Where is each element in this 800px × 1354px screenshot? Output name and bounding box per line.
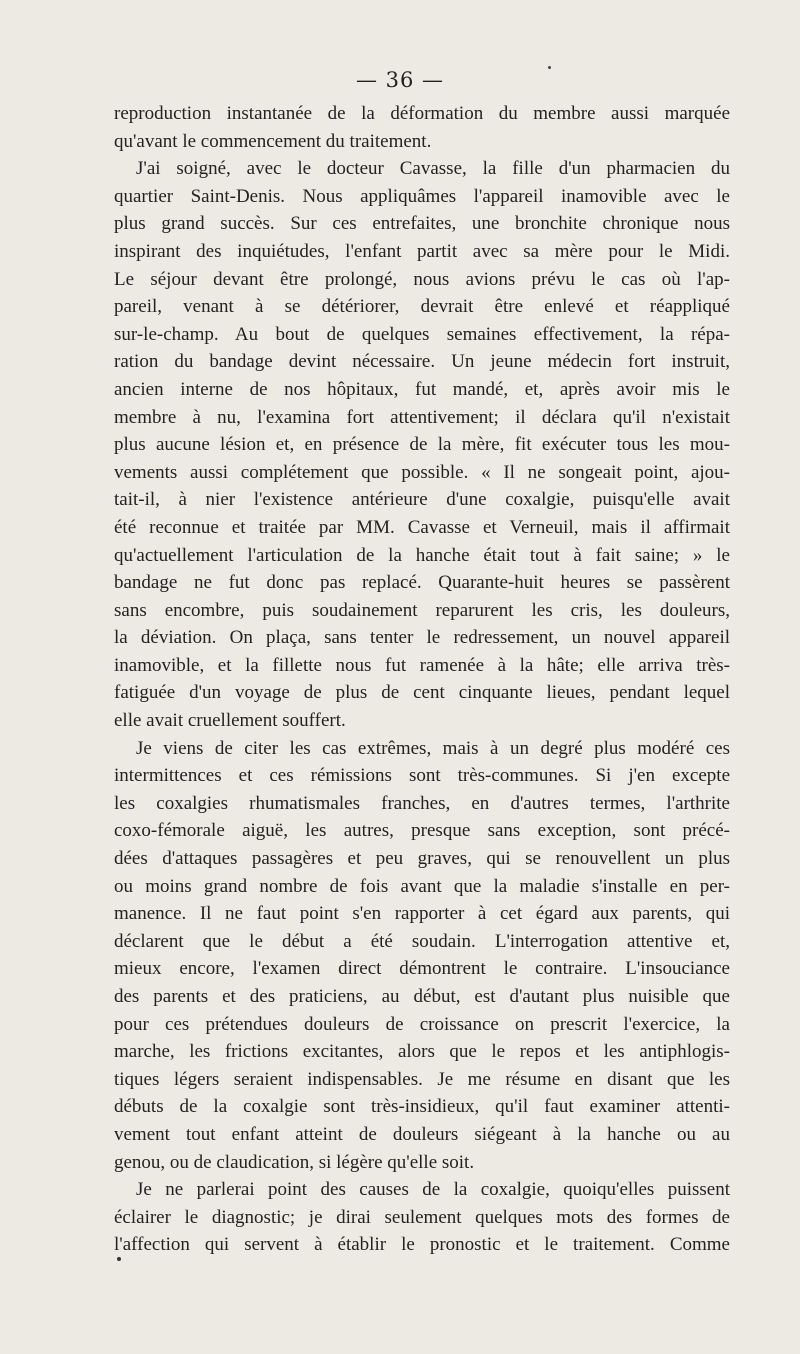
- text-line: Je viens de citer les cas extrêmes, mais à un degré plus modéré ces: [136, 737, 730, 759]
- text-line: Le séjour devant être prolongé, nous avions prévu le cas où l'ap-: [114, 268, 730, 290]
- text-line: éclairer le diagnostic; je dirai seulement quelques mots des formes de: [114, 1206, 730, 1228]
- text-line: J'ai soigné, avec le docteur Cavasse, la fille d'un pharmacien du: [136, 158, 730, 180]
- text-line: plus aucune lésion et, en présence de la mère, fit exécuter tous les mou-: [114, 434, 730, 456]
- text-line: coxo-fémorale aiguë, les autres, presque sans exception, sont précé-: [114, 820, 730, 842]
- text-line: vements aussi complétement que possible. « Il ne songeait point, ajou-: [114, 461, 730, 483]
- text-line: qu'avant le commencement du traitement.: [114, 130, 432, 152]
- page-number: — 36 —: [355, 68, 445, 92]
- text-line: reproduction instantanée de la déformation du membre aussi marquée: [114, 103, 730, 124]
- text-line: membre à nu, l'examina fort attentivement; il déclara qu'il n'existait: [114, 406, 730, 428]
- text-line: genou, ou de claudication, si légère qu'elle soit.: [114, 1151, 475, 1173]
- text-line: ancien interne de nos hôpitaux, fut mandé, et, après avoir mis le: [114, 378, 730, 400]
- text-line: tiques légers seraient indispensables. Je me résume en disant que les: [114, 1068, 730, 1090]
- text-line: elle avait cruellement souffert.: [114, 710, 346, 732]
- text-line: manence. Il ne faut point s'en rapporter à cet égard aux parents, qui: [114, 903, 730, 925]
- text-line: tait-il, à nier l'existence antérieure d'une coxalgie, puisqu'elle avait: [114, 489, 730, 511]
- text-line: qu'actuellement l'articulation de la hanche était tout à fait saine; » le: [114, 544, 730, 566]
- text-line: marche, les frictions excitantes, alors que le repos et les antiphlogis-: [114, 1041, 730, 1063]
- text-line: des parents et des praticiens, au début, est d'autant plus nuisible que: [114, 986, 730, 1007]
- text-line: sans encombre, puis soudainement reparurent les cris, les douleurs,: [114, 599, 730, 621]
- text-line: dées d'attaques passagères et peu graves, qui se renouvellent un plus: [114, 848, 730, 870]
- text-line: vement tout enfant atteint de douleurs siégeant à la hanche ou au: [114, 1123, 730, 1145]
- text-line: plus grand succès. Sur ces entrefaites, une bronchite chronique nous: [114, 213, 730, 235]
- text-line: bandage ne fut donc pas replacé. Quarante-huit heures se passèrent: [114, 572, 730, 594]
- body-text: [114, 100, 730, 1259]
- text-line: ration du bandage devint nécessaire. Un jeune médecin fort instruit,: [114, 351, 730, 373]
- text-line: fatiguée d'un voyage de plus de cent cinquante lieues, pendant lequel: [114, 682, 730, 704]
- text-line: quartier Saint-Denis. Nous appliquâmes l'appareil inamovible avec le: [114, 185, 730, 207]
- text-line: l'affection qui servent à établir le pronostic et le traitement. Comme: [114, 1234, 730, 1256]
- text-line: intermittences et ces rémissions sont très-communes. Si j'en excepte: [114, 765, 730, 787]
- text-line: inspirant des inquiétudes, l'enfant partit avec sa mère pour le Midi.: [114, 240, 730, 262]
- ink-speck: [117, 1257, 121, 1261]
- text-line: Je ne parlerai point des causes de la coxalgie, quoiqu'elles puissent: [136, 1179, 730, 1201]
- text-line: déclarent que le début a été soudain. L'interrogation attentive et,: [114, 930, 730, 952]
- text-line: ou moins grand nombre de fois avant que la maladie s'installe en per-: [114, 875, 730, 897]
- text-line: la déviation. On plaça, sans tenter le redressement, un nouvel appareil: [114, 627, 730, 649]
- text-line: été reconnue et traitée par MM. Cavasse et Verneuil, mais il affirmait: [114, 516, 730, 538]
- text-line: mieux encore, l'examen direct démontrent le contraire. L'insouciance: [114, 958, 730, 980]
- text-line: débuts de la coxalgie sont très-insidieux, qu'il faut examiner attenti-: [114, 1096, 730, 1118]
- text-line: pour ces prétendues douleurs de croissance on prescrit l'exercice, la: [114, 1013, 730, 1035]
- text-line: les coxalgies rhumatismales franches, en d'autres termes, l'arthrite: [114, 792, 730, 814]
- text-line: pareil, venant à se détériorer, devrait être enlevé et réappliqué: [114, 296, 730, 318]
- text-line: sur-le-champ. Au bout de quelques semaines effectivement, la répa-: [114, 323, 730, 345]
- text-line: inamovible, et la fillette nous fut ramenée à la hâte; elle arriva très-: [114, 654, 730, 676]
